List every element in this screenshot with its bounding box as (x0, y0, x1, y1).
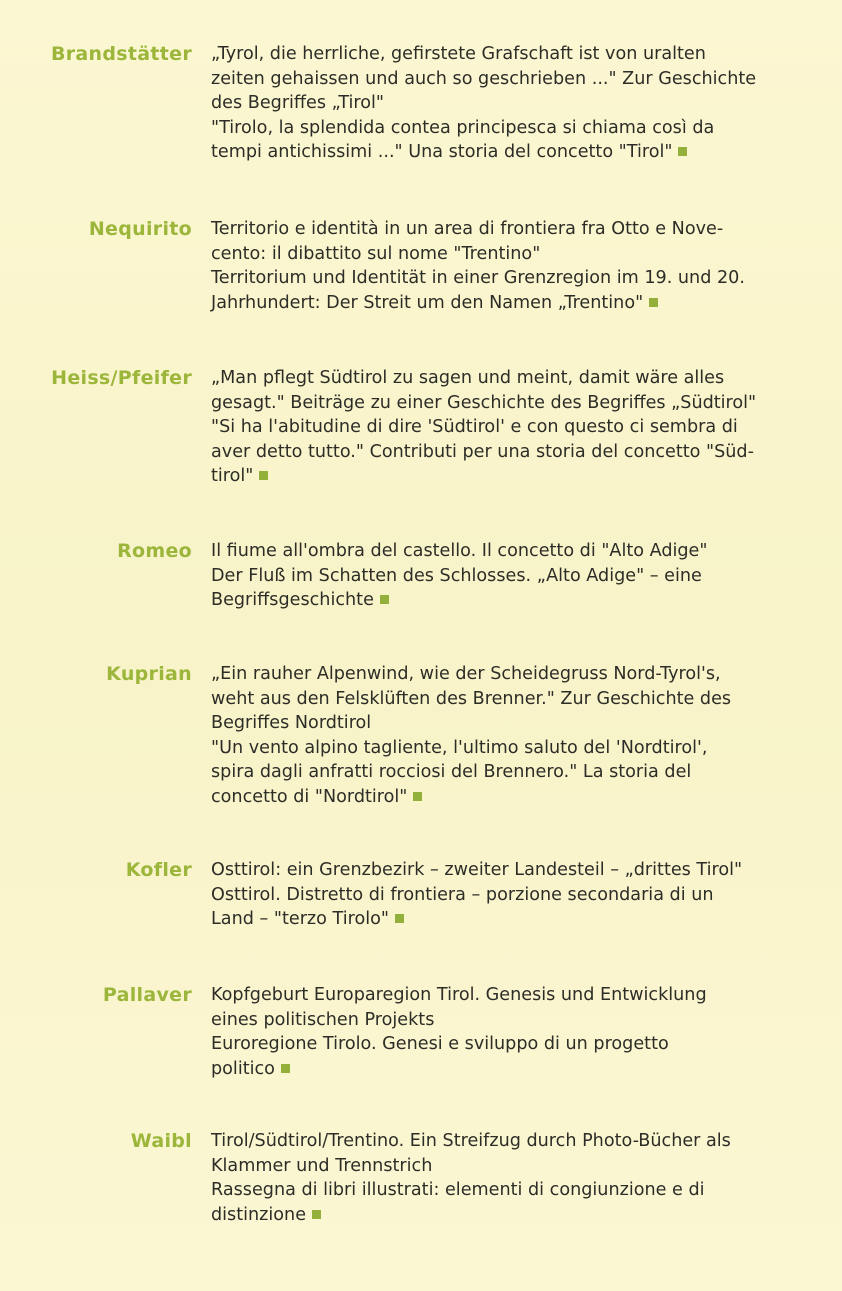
entry-line: tirol" (211, 466, 254, 486)
entry-line: „Ein rauher Alpenwind, wie der Scheidegruss Nord-Tyrol's, (211, 664, 721, 684)
entry-line: „Man pflegt Südtirol zu sagen und meint, damit wäre alles (211, 368, 725, 388)
entry-title (211, 983, 816, 1081)
author-name: Brandstätter (50, 43, 192, 65)
end-marker-icon (380, 595, 389, 604)
entry-line: spira dagli anfratti rocciosi del Brennero." La storia del (211, 762, 692, 782)
entry-line: zeiten gehaissen und auch so geschrieben ..." Zur Geschichte (211, 68, 757, 89)
entry-line: Osttirol. Distretto di frontiera – porzione secondaria di un (211, 884, 714, 905)
entry-line: aver detto tutto." Contributi per una storia del concetto "Süd- (211, 441, 754, 462)
entry-line: "Tirolo, la splendida contea principesca si chiama così da (211, 117, 715, 138)
entry-title (211, 1129, 816, 1227)
author-name: Kofler (125, 859, 192, 881)
entry-line: concetto di "Nordtirol" (211, 786, 408, 807)
entry-line: "Si ha l'abitudine di dire 'Südtirol' e con questo ci sembra di (211, 417, 738, 437)
entry-line: Euroregione Tirolo. Genesi e sviluppo di un progetto (211, 1034, 669, 1054)
end-marker-icon (413, 792, 422, 801)
end-marker-icon (649, 298, 658, 307)
entry-line: Kopfgeburt Europaregion Tirol. Genesis und Entwicklung (211, 985, 707, 1005)
author-name: Romeo (117, 540, 192, 562)
author-name: Waibl (130, 1130, 192, 1152)
entry-line: cento: il dibattito sul nome "Trentino" (211, 243, 541, 264)
entry-title (211, 217, 816, 315)
entry-line: Il fiume all'ombra del castello. Il concetto di "Alto Adige" (211, 541, 708, 561)
entry-line: Territorium und Identität in einer Grenzregion im 19. und 20. (211, 268, 745, 288)
author-name: Nequirito (88, 218, 192, 240)
entry-line: weht aus den Felsklüften des Brenner." Zur Geschichte des (211, 688, 732, 709)
entry-line: tempi antichissimi ..." Una storia del concetto "Tirol" (211, 142, 673, 162)
author-name: Pallaver (102, 984, 192, 1006)
entry-title (211, 366, 816, 489)
entry-line: Klammer und Trennstrich (211, 1155, 433, 1176)
entry-line: Land – "terzo Tirolo" (211, 909, 389, 929)
author-name: Kuprian (106, 663, 192, 685)
entry-title (211, 858, 816, 932)
entry-line: Begriffes Nordtirol (211, 713, 372, 733)
entry-line: Der Fluß im Schatten des Schlosses. „Alto Adige" – eine (211, 565, 702, 586)
entry-line: eines politischen Projekts (211, 1009, 435, 1030)
end-marker-icon (281, 1064, 290, 1073)
entry-title (211, 662, 816, 809)
entry-line: Rassegna di libri illustrati: elementi di congiunzione e di (211, 1180, 705, 1200)
entry-line: des Begriffes „Tirol" (211, 93, 385, 113)
entry-line: Begriffsgeschichte (211, 590, 374, 610)
entry-line: gesagt." Beiträge zu einer Geschichte des Begriffes „Südtirol" (211, 392, 757, 413)
entry-line: Osttirol: ein Grenzbezirk – zweiter Landesteil – „drittes Tirol" (211, 860, 743, 880)
entry-title (211, 42, 816, 165)
end-marker-icon (312, 1210, 321, 1219)
end-marker-icon (678, 147, 687, 156)
entry-line: Jahrhundert: Der Streit um den Namen „Trentino" (211, 292, 644, 313)
entry-line: „Tyrol, die herrliche, gefirstete Grafschaft ist von uralten (211, 44, 706, 64)
entry-line: Territorio e identità in un area di frontiera fra Otto e Nove- (211, 219, 724, 239)
end-marker-icon (395, 914, 404, 923)
entry-line: distinzione (211, 1204, 307, 1225)
entry-line: "Un vento alpino tagliente, l'ultimo saluto del 'Nordtirol', (211, 737, 708, 758)
author-name: Heiss/Pfeifer (51, 367, 192, 389)
entry-line: politico (211, 1058, 275, 1079)
end-marker-icon (259, 471, 268, 480)
entry-line: Tirol/Südtirol/Trentino. Ein Streifzug durch Photo-Bücher als (211, 1131, 731, 1151)
entry-title (211, 539, 816, 613)
